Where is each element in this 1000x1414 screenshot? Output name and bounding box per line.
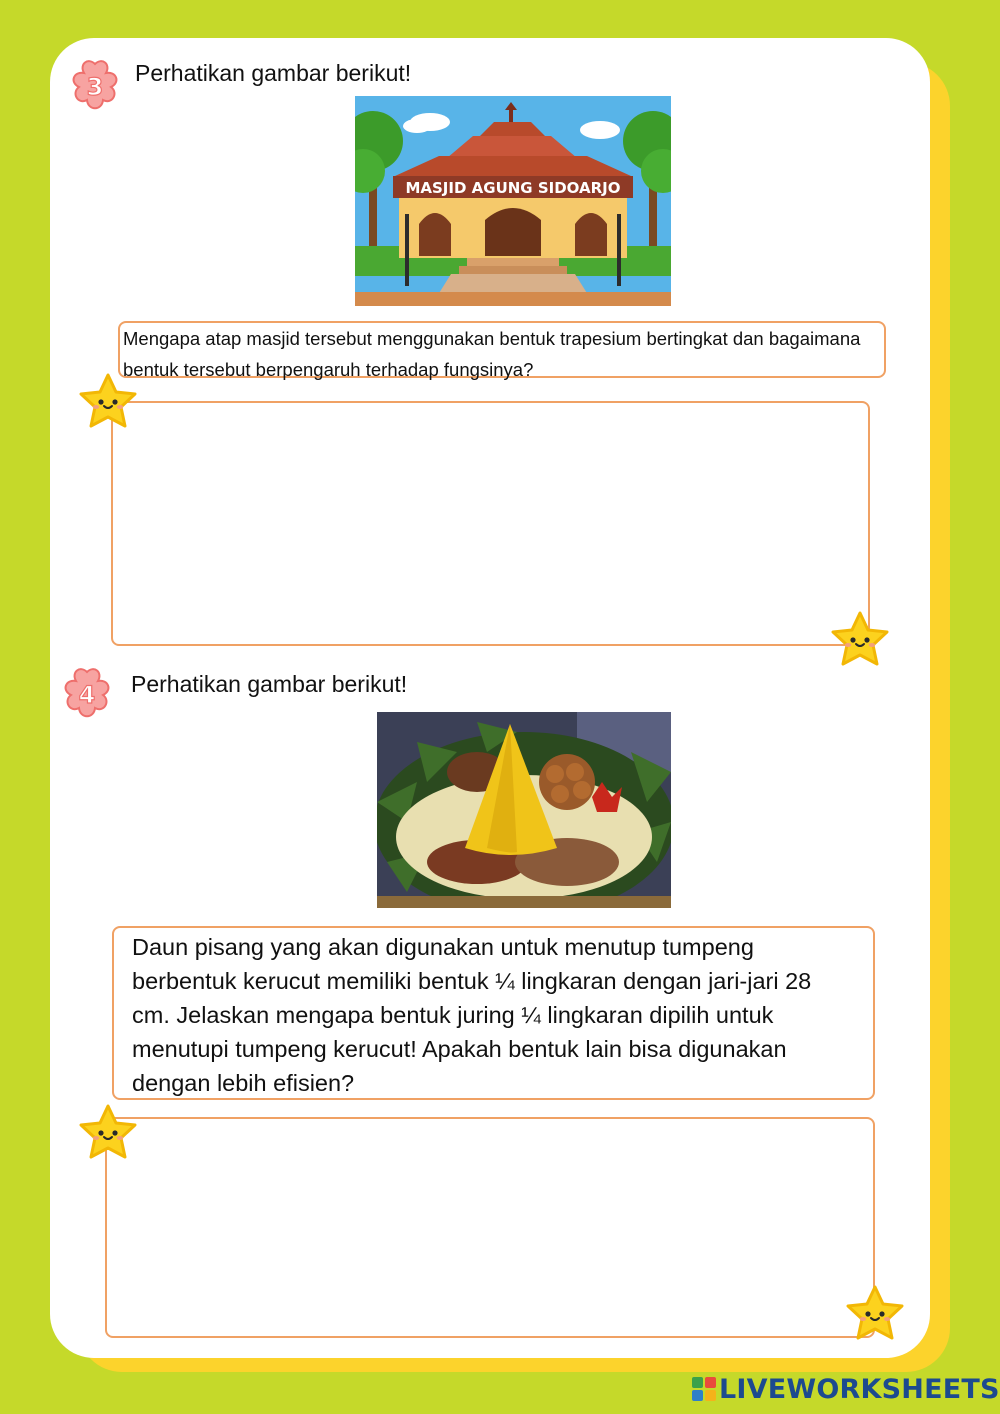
brand-name: LIVEWORKSHEETS (719, 1373, 1000, 1405)
question-number-4: 4 (78, 681, 96, 709)
star-face-icon (76, 370, 140, 434)
liveworksheets-logo-icon (692, 1377, 716, 1401)
question-4-answer-field[interactable] (105, 1117, 875, 1338)
question-3-heading: Perhatikan gambar berikut! (135, 60, 412, 86)
question-number-badge-3 (66, 58, 124, 112)
star-face-icon (76, 1101, 140, 1165)
liveworksheets-brand[interactable] (692, 1372, 1000, 1406)
question-3-answer-field[interactable] (111, 401, 870, 646)
question-4-heading: Perhatikan gambar berikut! (131, 671, 408, 697)
question-3-prompt-box: Mengapa atap masjid tersebut menggunakan bentuk trapesium bertingkat dan bagaimana bentuk tersebut berpengaruh terhadap fungsinya? (118, 321, 886, 378)
question-4-prompt-box: Daun pisang yang akan digunakan untuk menutup tumpeng berbentuk kerucut memiliki bentuk ¼ lingkaran dengan jari-jari 28 cm. Jelaskan mengapa bentuk juring ¼ lingkaran dipilih untuk menutupi tumpeng kerucut! Apakah bentuk lain bisa digunakan dengan lebih efisien? (112, 926, 875, 1100)
mosque-illustration (355, 96, 671, 306)
star-face-icon (828, 608, 892, 672)
tumpeng-photo (377, 712, 671, 908)
mosque-sign-text: MASJID AGUNG SIDOARJO (405, 179, 621, 197)
question-number-badge-4 (58, 666, 116, 720)
star-face-icon (843, 1282, 907, 1346)
question-number-3: 3 (86, 73, 104, 101)
